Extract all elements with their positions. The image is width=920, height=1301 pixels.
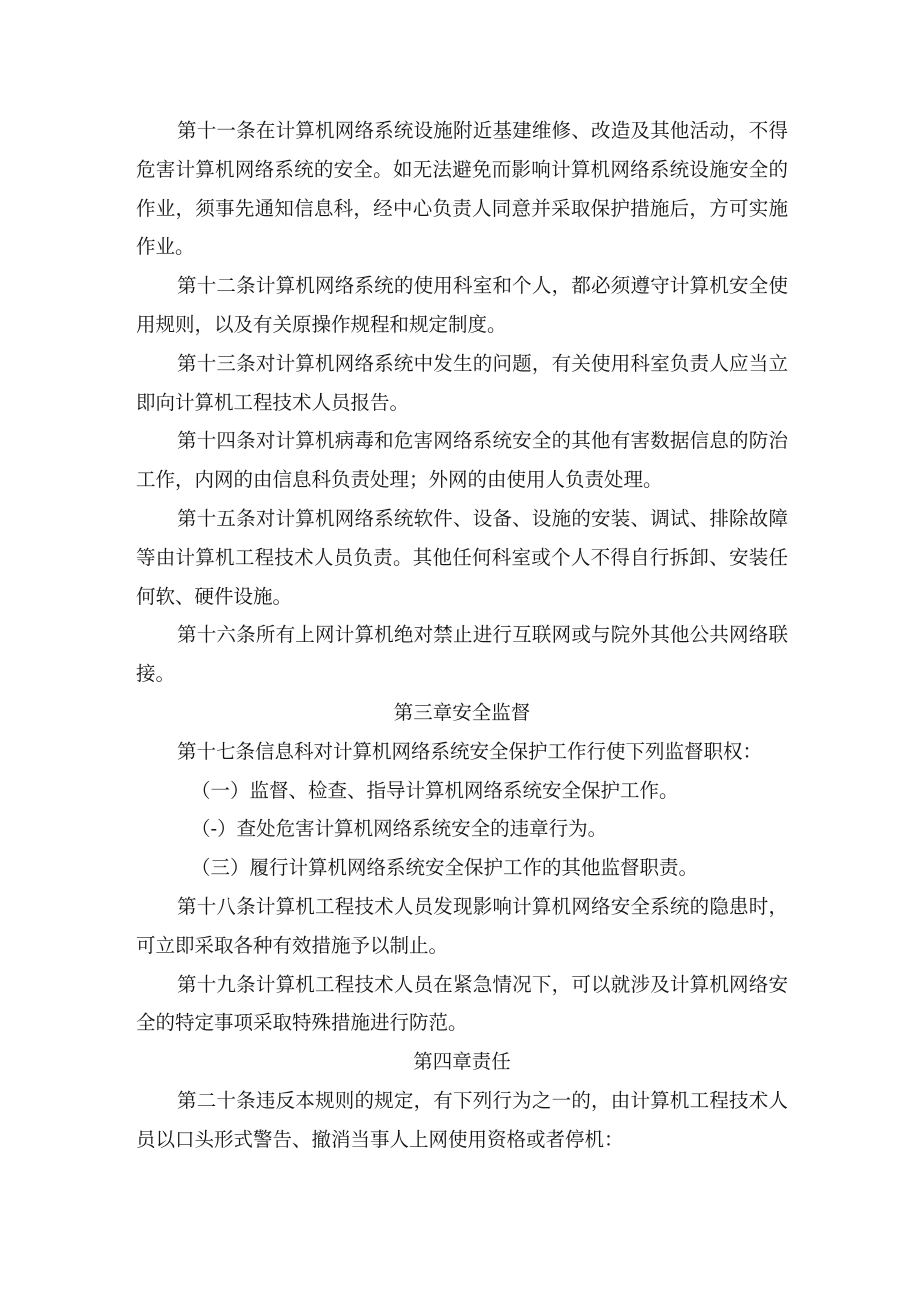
article-12: 第十二条计算机网络系统的使用科室和个人，都必须遵守计算机安全使用规则，以及有关原操作规程和规定制度。 bbox=[136, 274, 788, 336]
chapter-3-heading: 第三章安全监督 bbox=[393, 700, 531, 724]
article-16: 第十六条所有上网计算机绝对禁止进行互联网或与院外其他公共网络联接。 bbox=[136, 623, 788, 686]
article-17: 第十七条信息科对计算机网络系统安全保护工作行使下列监督职权： bbox=[177, 739, 763, 763]
article-13: 第十三条对计算机网络系统中发生的问题，有关使用科室负责人应当立即向计算机工程技术人员报告。 bbox=[136, 351, 788, 414]
article-18: 第十八条计算机工程技术人员发现影响计算机网络安全系统的隐患时，可立即采取各种有效措施予以制止。 bbox=[136, 894, 788, 957]
article-20: 第二十条违反本规则的规定，有下列行为之一的，由计算机工程技术人员以口头形式警告、撤消当事人上网使用资格或者停机： bbox=[136, 1088, 788, 1151]
document-body bbox=[136, 112, 788, 1160]
article-19: 第十九条计算机工程技术人员在紧急情况下，可以就涉及计算机网络安全的特定事项采取特殊措施进行防范。 bbox=[136, 972, 788, 1035]
article-17-item-3: （三）履行计算机网络系统安全保护工作的其他监督职责。 bbox=[191, 856, 699, 880]
article-17-item-1: （一）监督、检查、指导计算机网络系统安全保护工作。 bbox=[191, 778, 679, 802]
chapter-4-heading: 第四章责任 bbox=[413, 1050, 511, 1074]
article-17-item-2: （-）查处危害计算机网络系统安全的违章行为。 bbox=[191, 817, 608, 841]
article-11: 第十一条在计算机网络系统设施附近基建维修、改造及其他活动，不得危害计算机网络系统的安全。如无法避免而影响计算机网络系统设施安全的作业，须事先通知信息科，经中心负责人同意并采取保护措施后，方可实施作业。 bbox=[136, 119, 788, 259]
article-15: 第十五条对计算机网络系统软件、设备、设施的安装、调试、排除故障等由计算机工程技术人员负责。其他任何科室或个人不得自行拆卸、安装任何软、硬件设施。 bbox=[136, 506, 788, 608]
article-14: 第十四条对计算机病毒和危害网络系统安全的其他有害数据信息的防治工作，内网的由信息科负责处理；外网的由使用人负责处理。 bbox=[136, 429, 788, 492]
